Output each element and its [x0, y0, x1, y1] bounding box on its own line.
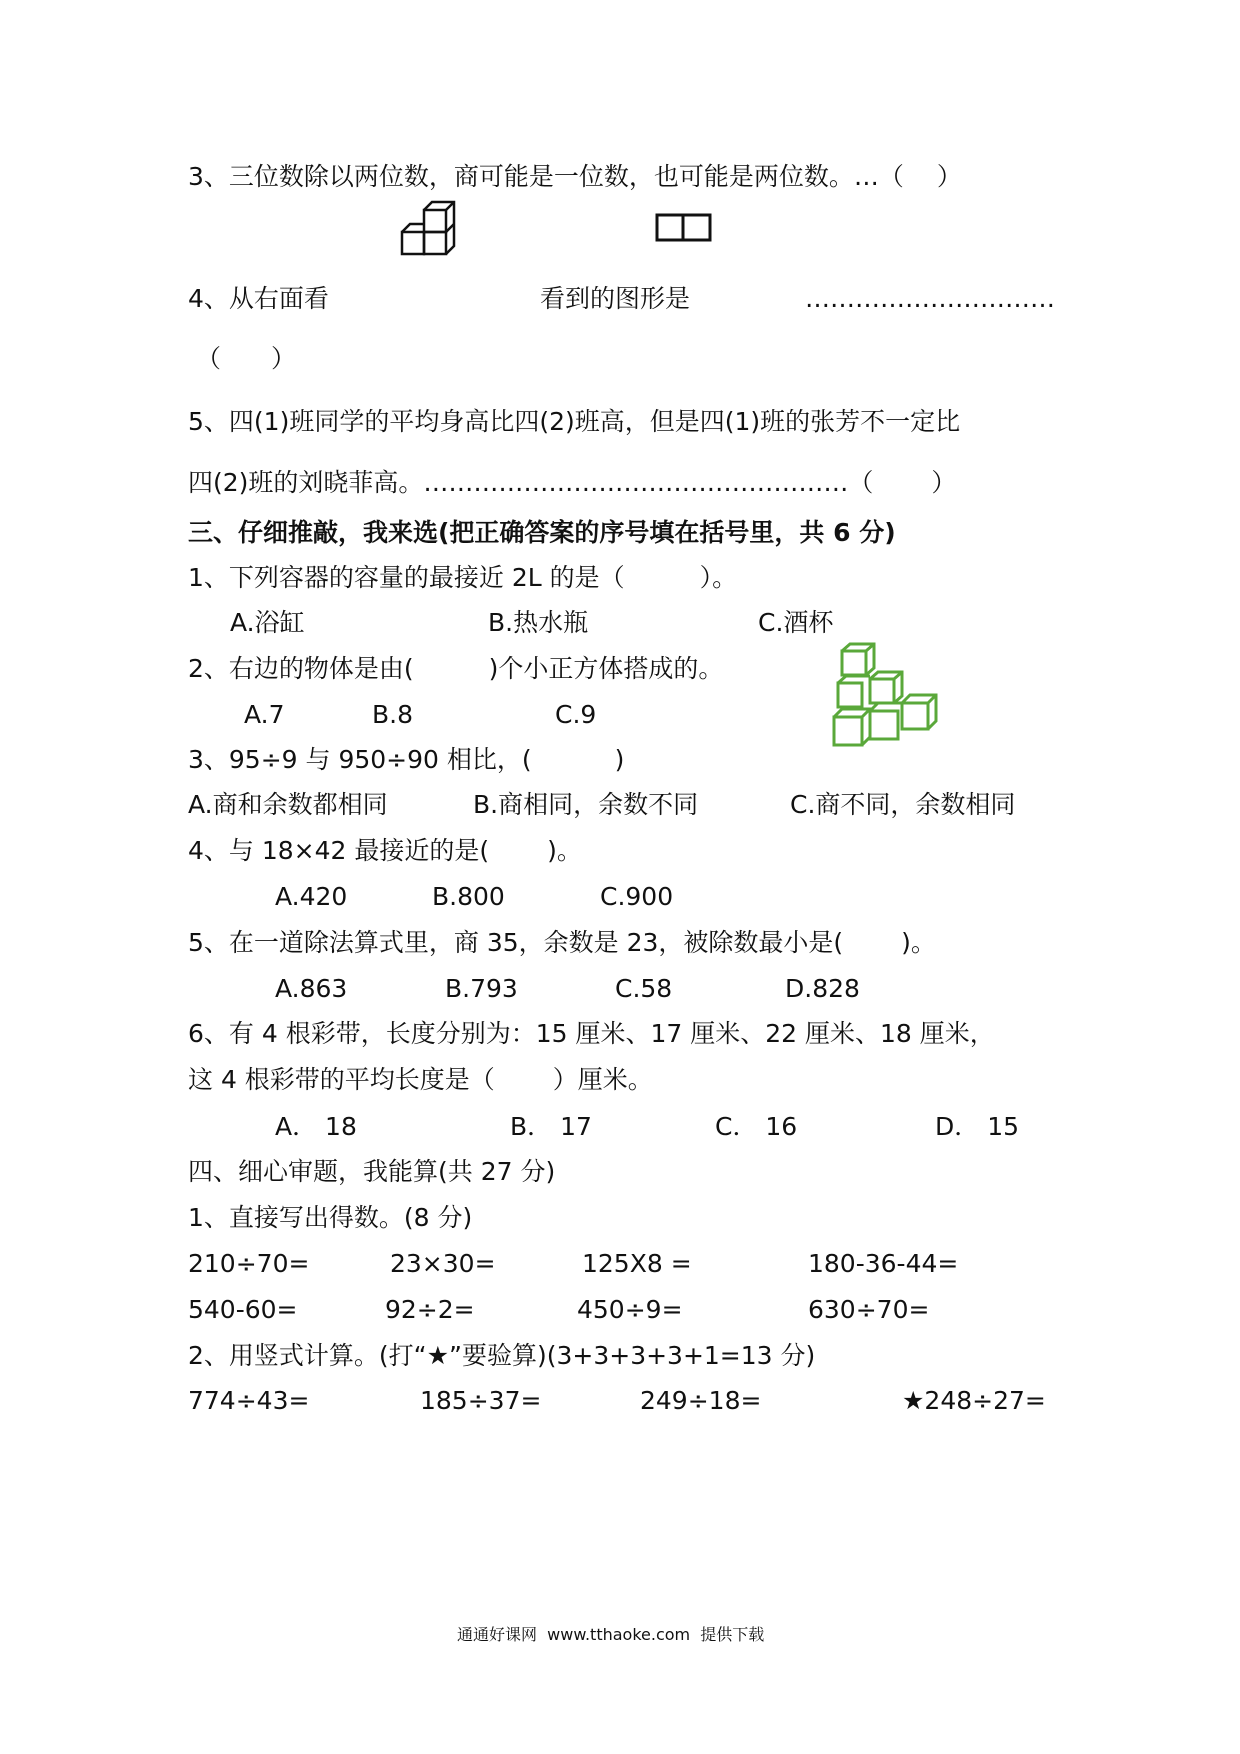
s3-q6-option-c[interactable]: C． 16 [715, 1112, 798, 1141]
s3-q2: 2、右边的物体是由( )个小正方体搭成的。 [188, 654, 724, 683]
calc-item: 92÷2= [385, 1295, 475, 1324]
judge-q5-line1: 5、四(1)班同学的平均身高比四(2)班高，但是四(1)班的张芳不一定比 [188, 407, 961, 436]
calc-item: 185÷37= [420, 1386, 542, 1415]
s4-part1: 1、直接写出得数。(8 分) [188, 1203, 473, 1232]
section4-title: 四、细心审题，我能算(共 27 分) [188, 1157, 556, 1186]
cube-stack-figure [400, 200, 460, 260]
calc-item: ★248÷27= [902, 1386, 1046, 1415]
calc-item: 774÷43= [188, 1386, 310, 1415]
judge-q4-dots: ………………………… [805, 284, 1055, 313]
two-squares-figure [655, 213, 713, 243]
s3-q3-option-b[interactable]: B.商相同，余数不同 [473, 790, 699, 819]
s3-q1: 1、下列容器的容量的最接近 2L 的是（ ）。 [188, 563, 738, 592]
judge-q5-line2: 四(2)班的刘晓菲高。……………………………………………（ ） [188, 468, 957, 497]
s3-q3: 3、95÷9 与 950÷90 相比，( ) [188, 745, 625, 774]
s3-q4: 4、与 18×42 最接近的是( )。 [188, 836, 582, 865]
s3-q5: 5、在一道除法算式里，商 35，余数是 23，被除数最小是( )。 [188, 928, 936, 957]
calc-item: 23×30= [390, 1249, 496, 1278]
calc-item: 450÷9= [577, 1295, 683, 1324]
s3-q5-option-d[interactable]: D.828 [785, 974, 860, 1003]
judge-q4-middle: 看到的图形是 [540, 284, 691, 313]
s3-q1-option-c[interactable]: C.酒杯 [758, 608, 834, 637]
s3-q5-option-a[interactable]: A.863 [275, 974, 348, 1003]
s4-part2: 2、用竖式计算。(打“★”要验算)(3+3+3+3+1=13 分) [188, 1341, 816, 1370]
s3-q5-option-c[interactable]: C.58 [615, 974, 673, 1003]
s3-q5-option-b[interactable]: B.793 [445, 974, 518, 1003]
s3-q6-option-d[interactable]: D． 15 [935, 1112, 1020, 1141]
s3-q6-line2: 这 4 根彩带的平均长度是（ ）厘米。 [188, 1065, 653, 1094]
calc-item: 210÷70= [188, 1249, 310, 1278]
s3-q6-option-a[interactable]: A． 18 [275, 1112, 357, 1141]
calc-item: 540-60= [188, 1295, 298, 1324]
s3-q3-option-a[interactable]: A.商和余数都相同 [188, 790, 388, 819]
s3-q3-option-c[interactable]: C.商不同，余数相同 [790, 790, 1016, 819]
s3-q6-line1: 6、有 4 根彩带，长度分别为：15 厘米、17 厘米、22 厘米、18 厘米， [188, 1019, 995, 1048]
s3-q2-option-b[interactable]: B.8 [372, 700, 414, 729]
calc-item: 180-36-44= [808, 1249, 959, 1278]
calc-item: 630÷70= [808, 1295, 930, 1324]
s3-q4-option-c[interactable]: C.900 [600, 882, 674, 911]
footer-text: 通通好课网 www.tthaoke.com 提供下载 [457, 1625, 765, 1644]
judge-q4-prefix: 4、从右面看 [188, 284, 329, 313]
calc-item: 125X8 = [582, 1249, 692, 1278]
judge-q3: 3、三位数除以两位数，商可能是一位数，也可能是两位数。…（ ） [188, 162, 962, 191]
s3-q2-option-c[interactable]: C.9 [555, 700, 597, 729]
s3-q2-option-a[interactable]: A.7 [244, 700, 285, 729]
calc-item: 249÷18= [640, 1386, 762, 1415]
section3-title: 三、仔细推敲，我来选(把正确答案的序号填在括号里，共 6 分) [188, 518, 896, 547]
s3-q1-option-a[interactable]: A.浴缸 [230, 608, 305, 637]
s3-q6-option-b[interactable]: B． 17 [510, 1112, 592, 1141]
s3-q4-option-a[interactable]: A.420 [275, 882, 348, 911]
judge-q4-paren[interactable]: （ ） [196, 344, 297, 373]
s3-q4-option-b[interactable]: B.800 [432, 882, 505, 911]
s3-q1-option-b[interactable]: B.热水瓶 [488, 608, 589, 637]
green-cube-structure [830, 643, 940, 749]
